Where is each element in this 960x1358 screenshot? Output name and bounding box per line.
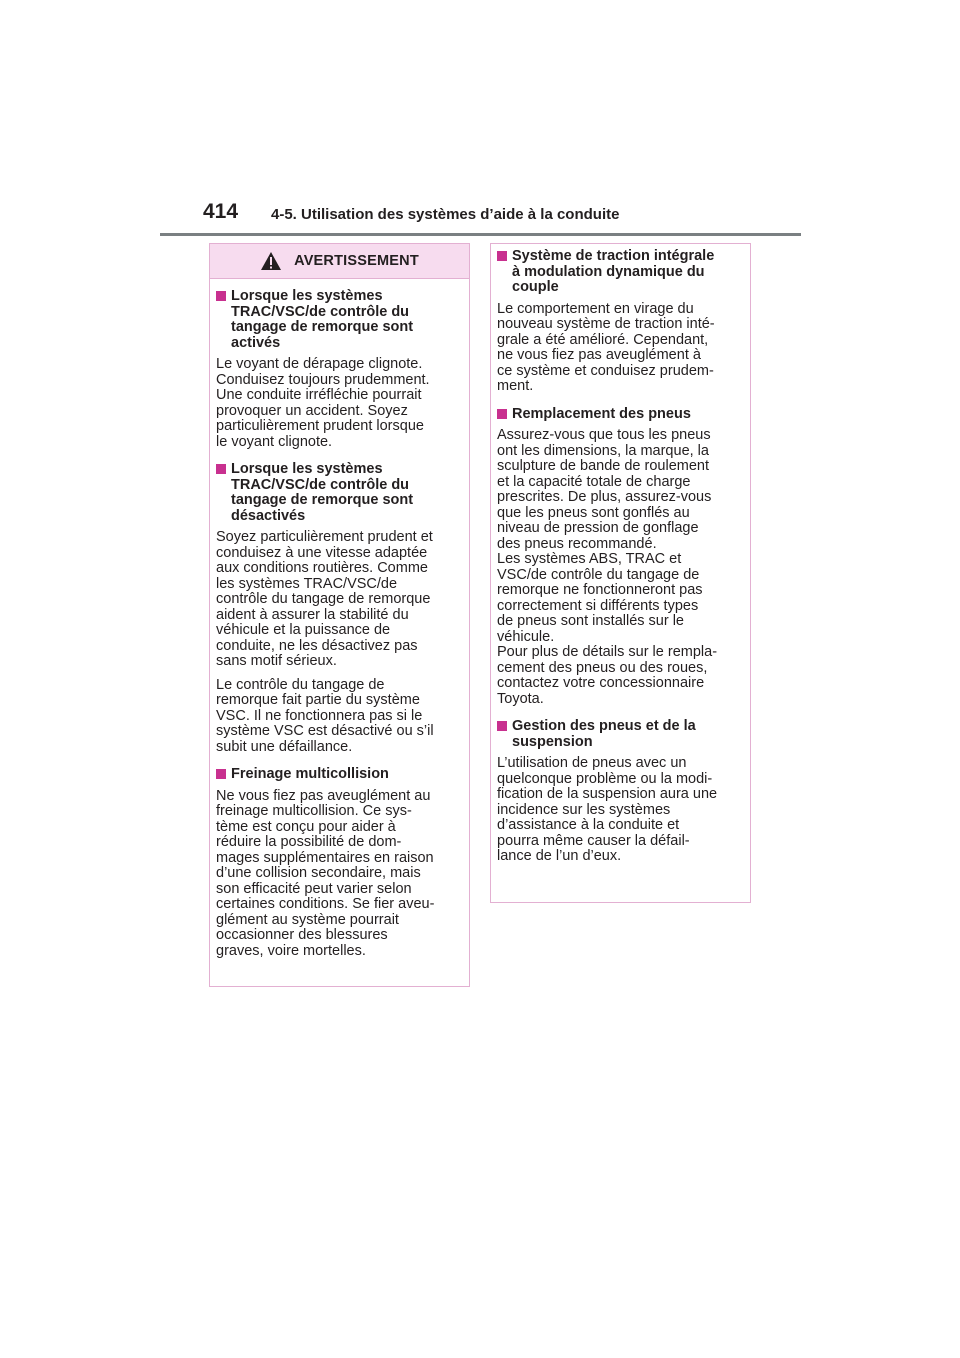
- section-heading-text: Lorsque les systèmes TRAC/VSC/de contrôle du tangage de remorque sont désactivés: [231, 461, 414, 524]
- page-number: 414: [203, 200, 239, 223]
- section-heading: [216, 289, 463, 351]
- warning-header: [210, 244, 469, 279]
- warning-box-left: [209, 243, 470, 987]
- section-heading: [216, 767, 463, 783]
- warning-triangle-icon: [260, 251, 282, 271]
- header-rule: [160, 233, 801, 236]
- section-bullet-square: [216, 769, 226, 779]
- section-heading: [497, 719, 744, 750]
- section-heading-text: Gestion des pneus et de la suspension: [512, 718, 696, 750]
- warning-content-left: [210, 279, 469, 959]
- section-paragraph: L’utilisation de pneus avec un quelconque problème ou la modi- fication de la suspension aura une incidence sur les systèmes d’assistance à la conduite et pourra même causer la défail- lance de l’un d’eux.: [497, 755, 718, 864]
- section-bullet-square: [497, 721, 507, 731]
- section-heading-text: Freinage multicollision: [231, 766, 389, 782]
- warning-label: AVERTISSEMENT: [294, 253, 419, 269]
- section-paragraph: Assurez-vous que tous les pneus ont les dimensions, la marque, la sculpture de bande de roulement et la capacité totale de charge prescrites. De plus, assurez-vous que les pneus sont gonflés au niveau de pression de gonflage des pneus recommandé. Les systèmes ABS, TRAC et VSC/de contrôle du tangage de remorque ne fonctionneront pas correctement si différents types de pneus sont installés sur le véhicule. Pour plus de détails sur le rempla- cement des pneus ou des roues, contactez votre concessionnaire Toyota.: [497, 427, 718, 707]
- section-bullet-square: [216, 291, 226, 301]
- section-bullet-square: [497, 251, 507, 261]
- section-paragraph: Le contrôle du tangage de remorque fait partie du système VSC. Il ne fonctionnera pas si le système VSC est désactivé ou s’il subit une défaillance.: [216, 676, 434, 755]
- warning-box-right: [490, 243, 751, 903]
- section-bullet-square: [216, 464, 226, 474]
- section-paragraph: Le comportement en virage du nouveau système de traction inté- grale a été amélioré. Cependant, ne vous fiez pas aveuglément à ce système et conduisez prudem- ment.: [497, 300, 715, 394]
- section-heading: [497, 249, 744, 296]
- warning-content-right: [491, 244, 750, 865]
- section-paragraph: Soyez particulièrement prudent et conduisez à une vitesse adaptée aux conditions routières. Comme les systèmes TRAC/VSC/de contrôle du tangage de remorque aident à assurer la stabilité du véhicule et la puissance de conduite, ne les désactivez pas sans motif sérieux.: [216, 529, 433, 669]
- section-bullet-square: [497, 409, 507, 419]
- section-heading-text: Système de traction intégrale à modulation dynamique du couple: [512, 248, 715, 295]
- chapter-title: 4-5. Utilisation des systèmes d’aide à la conduite: [271, 206, 620, 223]
- section-paragraph: Le voyant de dérapage clignote. Conduisez toujours prudemment. Une conduite irréfléchie pourrait provoquer un accident. Soyez particulièrement prudent lorsque le voyant clignote.: [216, 356, 430, 450]
- section-heading: [497, 407, 744, 423]
- section-heading-text: Remplacement des pneus: [512, 405, 691, 422]
- section-heading: [216, 462, 463, 524]
- section-paragraph: Ne vous fiez pas aveuglément au freinage multicollision. Ce sys- tème est conçu pour aider à réduire la possibilité de dom- mages supplémentaires en raison d’une collision secondaire, mais son efficacité peut varier selon certaines conditions. Se fier aveu- glément au système pourrait occasionner des blessures graves, voire mortelles.: [216, 787, 435, 959]
- section-heading-text: Lorsque les systèmes TRAC/VSC/de contrôle du tangage de remorque sont activés: [231, 288, 414, 351]
